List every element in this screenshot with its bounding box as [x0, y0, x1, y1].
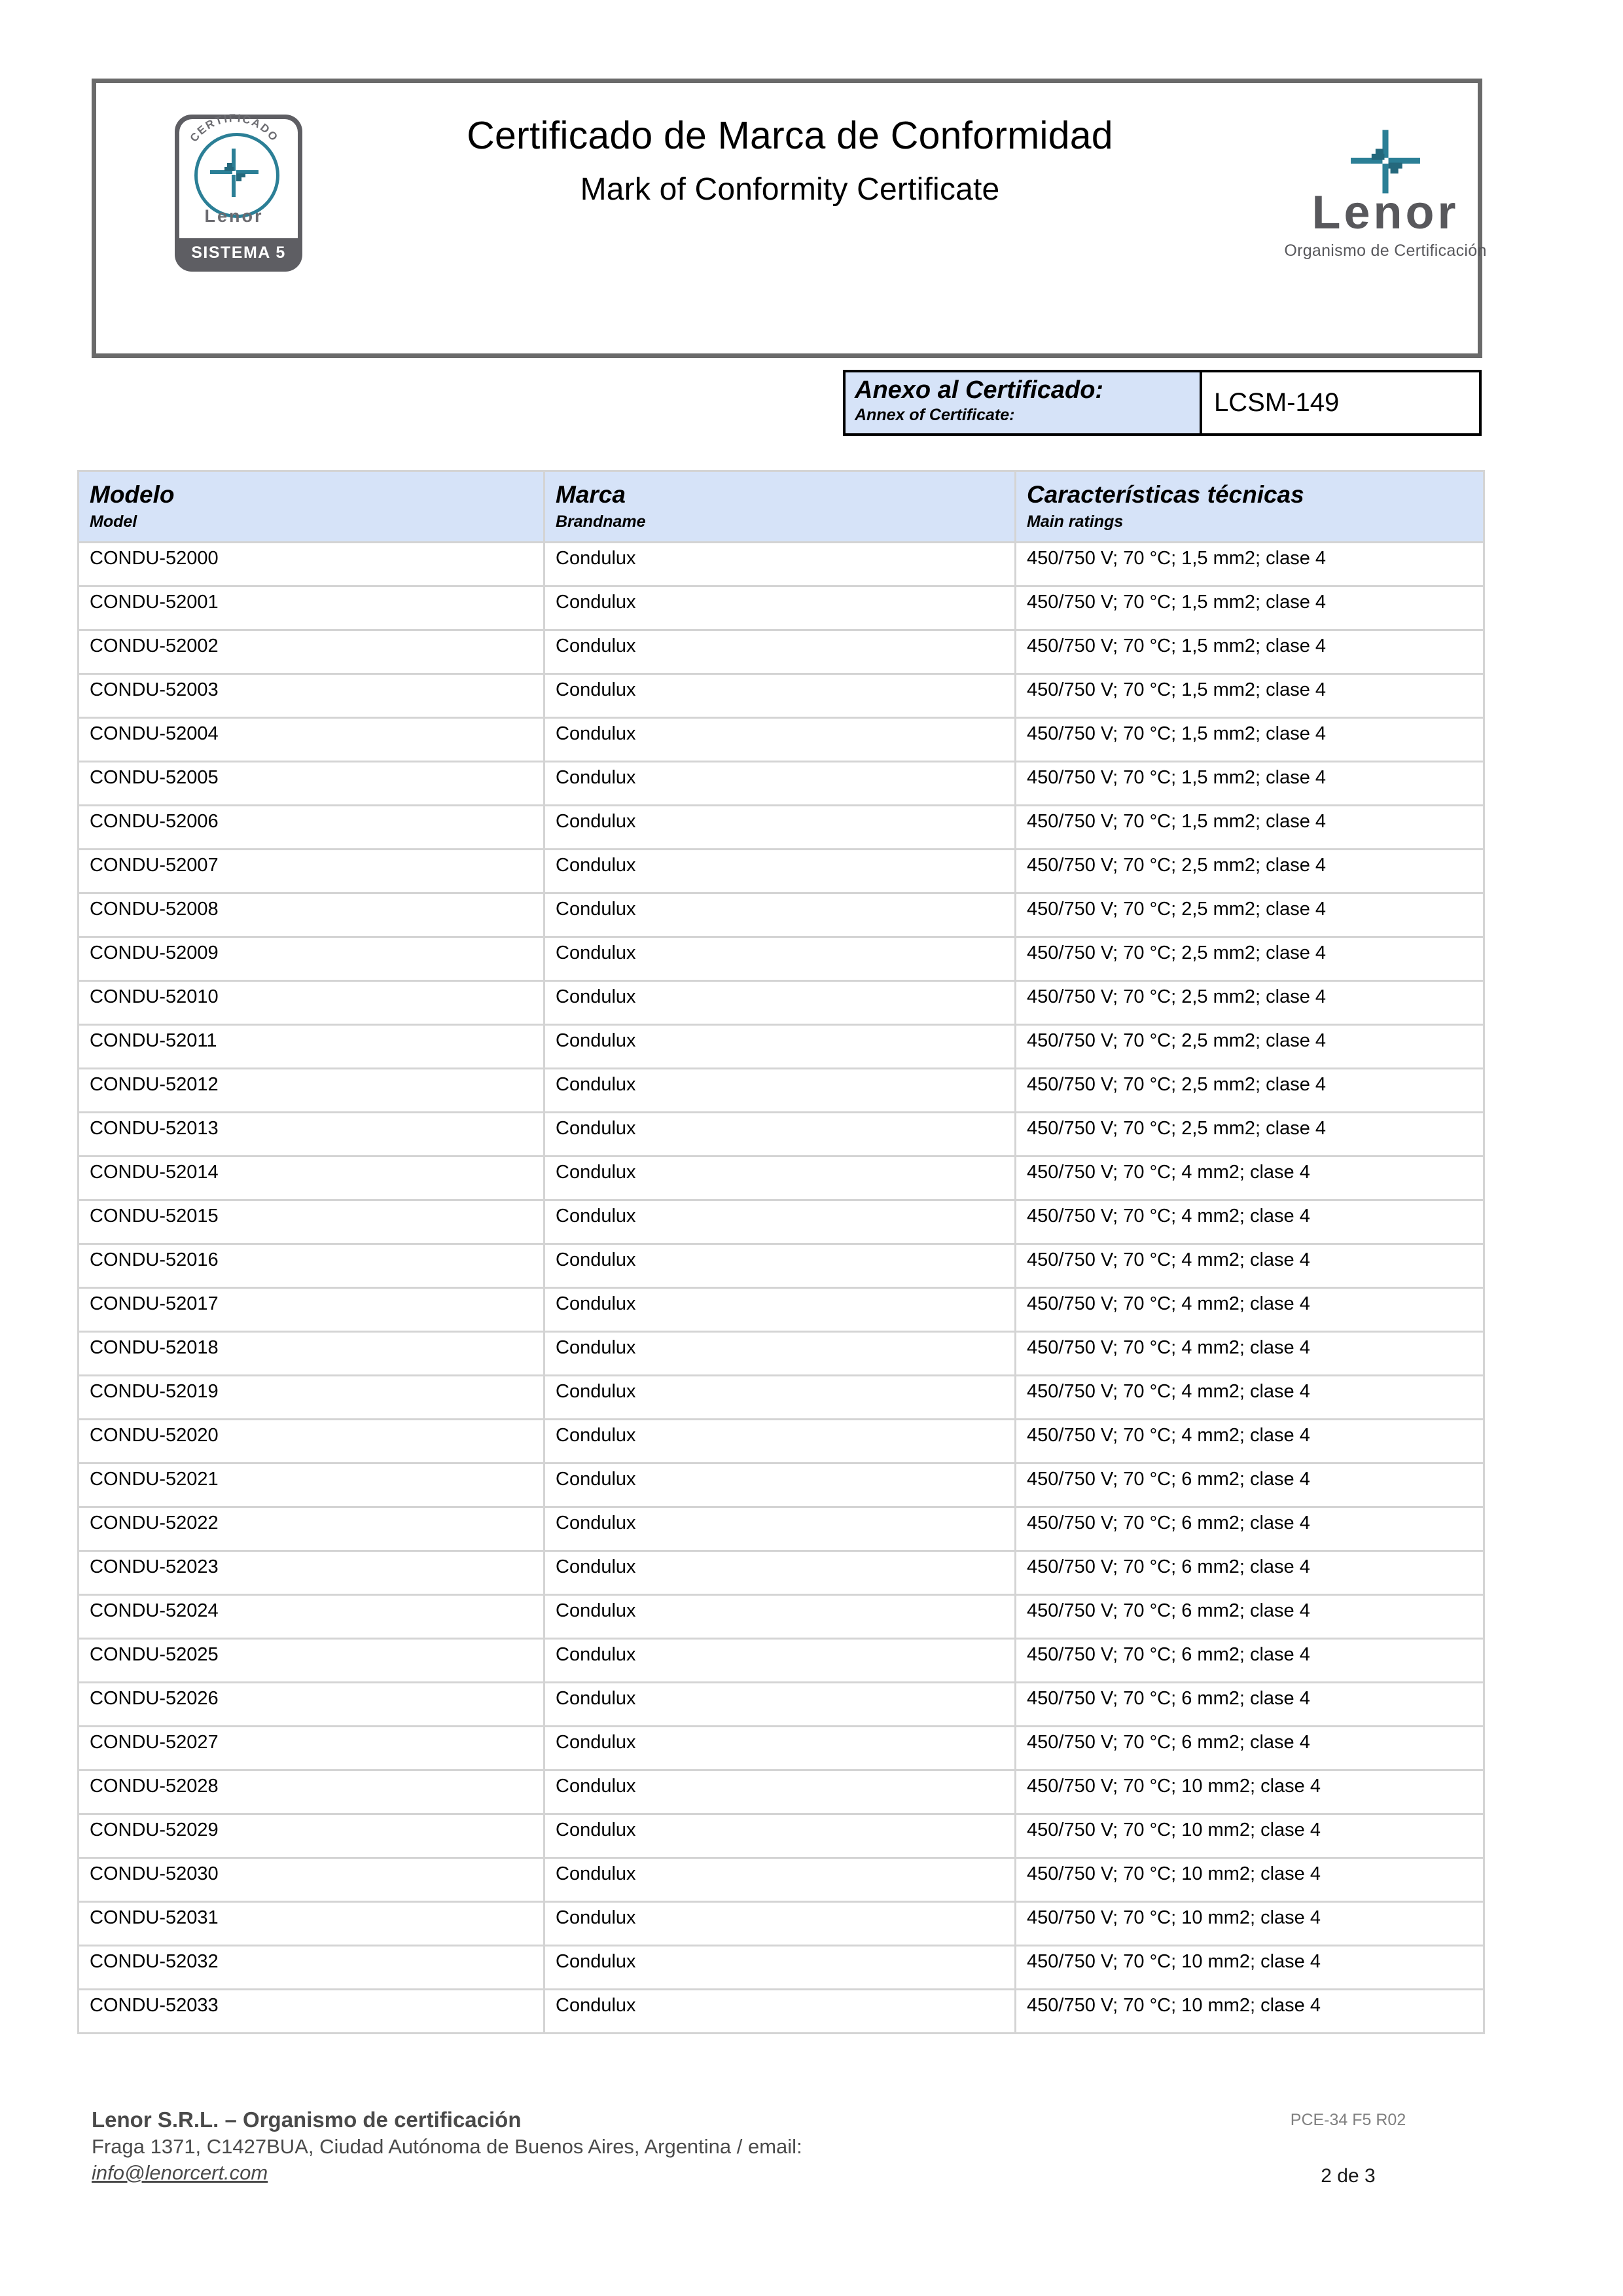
ratings-cell: 450/750 V; 70 °C; 10 mm2; clase 4: [1016, 1770, 1484, 1814]
footer-contact-block: [92, 2106, 1060, 2187]
model-cell: CONDU-52005: [79, 762, 544, 806]
brand-cell: Condulux: [544, 1332, 1016, 1376]
annex-label-en: Annex of Certificate:: [855, 405, 1015, 424]
ratings-cell: 450/750 V; 70 °C; 4 mm2; clase 4: [1016, 1200, 1484, 1244]
lenor-logo-subtitle: Organismo de Certificación: [1284, 242, 1487, 260]
table-row: [79, 1595, 1484, 1639]
brand-cell: Condulux: [544, 806, 1016, 850]
table-row: [79, 1025, 1484, 1069]
ratings-cell: 450/750 V; 70 °C; 10 mm2; clase 4: [1016, 1990, 1484, 2034]
brand-cell: Condulux: [544, 718, 1016, 762]
badge-brand-label: Lenor: [204, 206, 264, 226]
ratings-cell: 450/750 V; 70 °C; 2,5 mm2; clase 4: [1016, 937, 1484, 981]
table-row: [79, 1420, 1484, 1463]
table-row: [79, 1113, 1484, 1157]
models-table: [77, 470, 1485, 2034]
brand-cell: Condulux: [544, 1727, 1016, 1770]
brand-cell: Condulux: [544, 1376, 1016, 1420]
ratings-cell: 450/750 V; 70 °C; 6 mm2; clase 4: [1016, 1683, 1484, 1727]
brand-cell: Condulux: [544, 1683, 1016, 1727]
column-header-model-en: Model: [90, 512, 137, 531]
table-row: [79, 1376, 1484, 1420]
model-cell: CONDU-52017: [79, 1288, 544, 1332]
ratings-cell: 450/750 V; 70 °C; 1,5 mm2; clase 4: [1016, 674, 1484, 718]
model-cell: CONDU-52033: [79, 1990, 544, 2034]
model-cell: CONDU-52008: [79, 893, 544, 937]
brand-cell: Condulux: [544, 1157, 1016, 1200]
page-footer: [92, 2106, 1486, 2187]
footer-organisation-name: Lenor S.R.L. – Organismo de certificación: [92, 2108, 522, 2132]
table-row: [79, 1288, 1484, 1332]
column-header-brand-en: Brandname: [556, 512, 646, 531]
table-row: [79, 718, 1484, 762]
model-cell: CONDU-52014: [79, 1157, 544, 1200]
brand-cell: Condulux: [544, 1113, 1016, 1157]
footer-meta-block: [1211, 2106, 1486, 2187]
model-cell: CONDU-52000: [79, 543, 544, 586]
ratings-cell: 450/750 V; 70 °C; 1,5 mm2; clase 4: [1016, 718, 1484, 762]
table-row: [79, 1814, 1484, 1858]
brand-cell: Condulux: [544, 981, 1016, 1025]
table-row: [79, 1244, 1484, 1288]
certificate-title-en: Mark of Conformity Certificate: [580, 171, 1000, 207]
certificate-title-block: [463, 113, 1117, 208]
brand-cell: Condulux: [544, 1288, 1016, 1332]
table-row: [79, 630, 1484, 674]
table-body: [79, 543, 1484, 2034]
footer-document-code: PCE-34 F5 R02: [1290, 2111, 1406, 2129]
brand-cell: Condulux: [544, 674, 1016, 718]
model-cell: CONDU-52011: [79, 1025, 544, 1069]
column-header-ratings-es: Características técnicas: [1027, 481, 1304, 508]
model-cell: CONDU-52006: [79, 806, 544, 850]
model-cell: CONDU-52010: [79, 981, 544, 1025]
table-row: [79, 1946, 1484, 1990]
ratings-cell: 450/750 V; 70 °C; 2,5 mm2; clase 4: [1016, 981, 1484, 1025]
brand-cell: Condulux: [544, 1420, 1016, 1463]
ratings-cell: 450/750 V; 70 °C; 4 mm2; clase 4: [1016, 1157, 1484, 1200]
table-row: [79, 674, 1484, 718]
ratings-cell: 450/750 V; 70 °C; 2,5 mm2; clase 4: [1016, 1025, 1484, 1069]
table-row: [79, 1639, 1484, 1683]
model-cell: CONDU-52031: [79, 1902, 544, 1946]
model-cell: CONDU-52020: [79, 1420, 544, 1463]
footer-page-number: 2 de 3: [1321, 2165, 1376, 2187]
brand-cell: Condulux: [544, 1025, 1016, 1069]
ratings-cell: 450/750 V; 70 °C; 4 mm2; clase 4: [1016, 1288, 1484, 1332]
model-cell: CONDU-52016: [79, 1244, 544, 1288]
column-header-brand-es: Marca: [556, 481, 626, 508]
model-cell: CONDU-52012: [79, 1069, 544, 1113]
badge-system-label: SISTEMA 5: [191, 243, 286, 262]
model-cell: CONDU-52023: [79, 1551, 544, 1595]
model-cell: CONDU-52019: [79, 1376, 544, 1420]
ratings-cell: 450/750 V; 70 °C; 1,5 mm2; clase 4: [1016, 543, 1484, 586]
brand-cell: Condulux: [544, 1200, 1016, 1244]
ratings-cell: 450/750 V; 70 °C; 4 mm2; clase 4: [1016, 1244, 1484, 1288]
brand-cell: Condulux: [544, 1990, 1016, 2034]
table-head: [79, 471, 1484, 543]
model-cell: CONDU-52015: [79, 1200, 544, 1244]
table-row: [79, 1507, 1484, 1551]
ratings-cell: 450/750 V; 70 °C; 6 mm2; clase 4: [1016, 1551, 1484, 1595]
model-cell: CONDU-52032: [79, 1946, 544, 1990]
lenor-wordmark: Lenor: [1311, 187, 1459, 239]
model-cell: CONDU-52004: [79, 718, 544, 762]
brand-cell: Condulux: [544, 1946, 1016, 1990]
table-row: [79, 1157, 1484, 1200]
certificado-sistema5-badge: [175, 111, 302, 272]
table-row: [79, 1770, 1484, 1814]
ratings-cell: 450/750 V; 70 °C; 4 mm2; clase 4: [1016, 1420, 1484, 1463]
brand-cell: Condulux: [544, 1814, 1016, 1858]
ratings-cell: 450/750 V; 70 °C; 6 mm2; clase 4: [1016, 1727, 1484, 1770]
model-cell: CONDU-52018: [79, 1332, 544, 1376]
ratings-cell: 450/750 V; 70 °C; 6 mm2; clase 4: [1016, 1639, 1484, 1683]
brand-cell: Condulux: [544, 1639, 1016, 1683]
brand-cell: Condulux: [544, 586, 1016, 630]
table-row: [79, 893, 1484, 937]
brand-cell: Condulux: [544, 850, 1016, 893]
table-row: [79, 1200, 1484, 1244]
table-row: [79, 806, 1484, 850]
ratings-cell: 450/750 V; 70 °C; 2,5 mm2; clase 4: [1016, 1113, 1484, 1157]
ratings-cell: 450/750 V; 70 °C; 1,5 mm2; clase 4: [1016, 806, 1484, 850]
ratings-cell: 450/750 V; 70 °C; 6 mm2; clase 4: [1016, 1463, 1484, 1507]
footer-address: Fraga 1371, C1427BUA, Ciudad Autónoma de Buenos Aires, Argentina / email:: [92, 2135, 802, 2159]
table-row: [79, 1858, 1484, 1902]
brand-cell: Condulux: [544, 1244, 1016, 1288]
ratings-cell: 450/750 V; 70 °C; 6 mm2; clase 4: [1016, 1595, 1484, 1639]
brand-cell: Condulux: [544, 1902, 1016, 1946]
table-row: [79, 1332, 1484, 1376]
column-header-ratings-en: Main ratings: [1027, 512, 1124, 531]
column-header-model-es: Modelo: [90, 481, 175, 508]
certificate-header-box: [92, 79, 1487, 358]
table-row: [79, 1902, 1484, 1946]
footer-email-link[interactable]: info@lenorcert.com: [92, 2161, 268, 2184]
ratings-cell: 450/750 V; 70 °C; 4 mm2; clase 4: [1016, 1332, 1484, 1376]
table-row: [79, 981, 1484, 1025]
table-header-row: [79, 471, 1484, 543]
ratings-cell: 450/750 V; 70 °C; 10 mm2; clase 4: [1016, 1946, 1484, 1990]
lenor-star-icon: [209, 147, 260, 198]
brand-cell: Condulux: [544, 1463, 1016, 1507]
brand-cell: Condulux: [544, 1069, 1016, 1113]
ratings-cell: 450/750 V; 70 °C; 2,5 mm2; clase 4: [1016, 893, 1484, 937]
ratings-cell: 450/750 V; 70 °C; 10 mm2; clase 4: [1016, 1902, 1484, 1946]
table-row: [79, 543, 1484, 586]
svg-text:CERTIFICADO: CERTIFICADO: [187, 111, 281, 145]
table-row: [79, 586, 1484, 630]
brand-cell: Condulux: [544, 1551, 1016, 1595]
ratings-cell: 450/750 V; 70 °C; 6 mm2; clase 4: [1016, 1507, 1484, 1551]
model-cell: CONDU-52013: [79, 1113, 544, 1157]
model-cell: CONDU-52030: [79, 1858, 544, 1902]
lenor-organisation-logo: [1248, 129, 1523, 260]
ratings-cell: 450/750 V; 70 °C; 10 mm2; clase 4: [1016, 1858, 1484, 1902]
model-cell: CONDU-52003: [79, 674, 544, 718]
ratings-cell: 450/750 V; 70 °C; 2,5 mm2; clase 4: [1016, 1069, 1484, 1113]
lenor-star-icon: [1347, 129, 1424, 194]
table-row: [79, 1683, 1484, 1727]
ratings-cell: 450/750 V; 70 °C; 4 mm2; clase 4: [1016, 1376, 1484, 1420]
annex-label-es: Anexo al Certificado:: [855, 376, 1104, 404]
brand-cell: Condulux: [544, 937, 1016, 981]
column-header-model: [79, 471, 544, 543]
model-cell: CONDU-52028: [79, 1770, 544, 1814]
table-row: [79, 937, 1484, 981]
model-cell: CONDU-52001: [79, 586, 544, 630]
brand-cell: Condulux: [544, 893, 1016, 937]
table-row: [79, 1727, 1484, 1770]
ratings-cell: 450/750 V; 70 °C; 1,5 mm2; clase 4: [1016, 762, 1484, 806]
brand-cell: Condulux: [544, 630, 1016, 674]
model-cell: CONDU-52024: [79, 1595, 544, 1639]
table-row: [79, 1551, 1484, 1595]
model-cell: CONDU-52009: [79, 937, 544, 981]
ratings-cell: 450/750 V; 70 °C; 1,5 mm2; clase 4: [1016, 586, 1484, 630]
ratings-cell: 450/750 V; 70 °C; 10 mm2; clase 4: [1016, 1814, 1484, 1858]
annex-label-cell: [846, 372, 1202, 433]
ratings-cell: 450/750 V; 70 °C; 1,5 mm2; clase 4: [1016, 630, 1484, 674]
table-row: [79, 1990, 1484, 2034]
model-cell: CONDU-52027: [79, 1727, 544, 1770]
model-cell: CONDU-52029: [79, 1814, 544, 1858]
column-header-ratings: [1016, 471, 1484, 543]
model-cell: CONDU-52007: [79, 850, 544, 893]
model-cell: CONDU-52002: [79, 630, 544, 674]
column-header-brand: [544, 471, 1016, 543]
annex-of-certificate-box: [843, 370, 1482, 436]
brand-cell: Condulux: [544, 1507, 1016, 1551]
brand-cell: Condulux: [544, 1770, 1016, 1814]
table-row: [79, 1069, 1484, 1113]
model-cell: CONDU-52025: [79, 1639, 544, 1683]
ratings-cell: 450/750 V; 70 °C; 2,5 mm2; clase 4: [1016, 850, 1484, 893]
brand-cell: Condulux: [544, 1858, 1016, 1902]
model-cell: CONDU-52026: [79, 1683, 544, 1727]
model-cell: CONDU-52022: [79, 1507, 544, 1551]
brand-cell: Condulux: [544, 1595, 1016, 1639]
model-cell: CONDU-52021: [79, 1463, 544, 1507]
table-row: [79, 762, 1484, 806]
brand-cell: Condulux: [544, 543, 1016, 586]
table-row: [79, 850, 1484, 893]
annex-certificate-number: LCSM-149: [1202, 372, 1479, 433]
brand-cell: Condulux: [544, 762, 1016, 806]
certificate-title-es: Certificado de Marca de Conformidad: [467, 114, 1113, 157]
table-row: [79, 1463, 1484, 1507]
